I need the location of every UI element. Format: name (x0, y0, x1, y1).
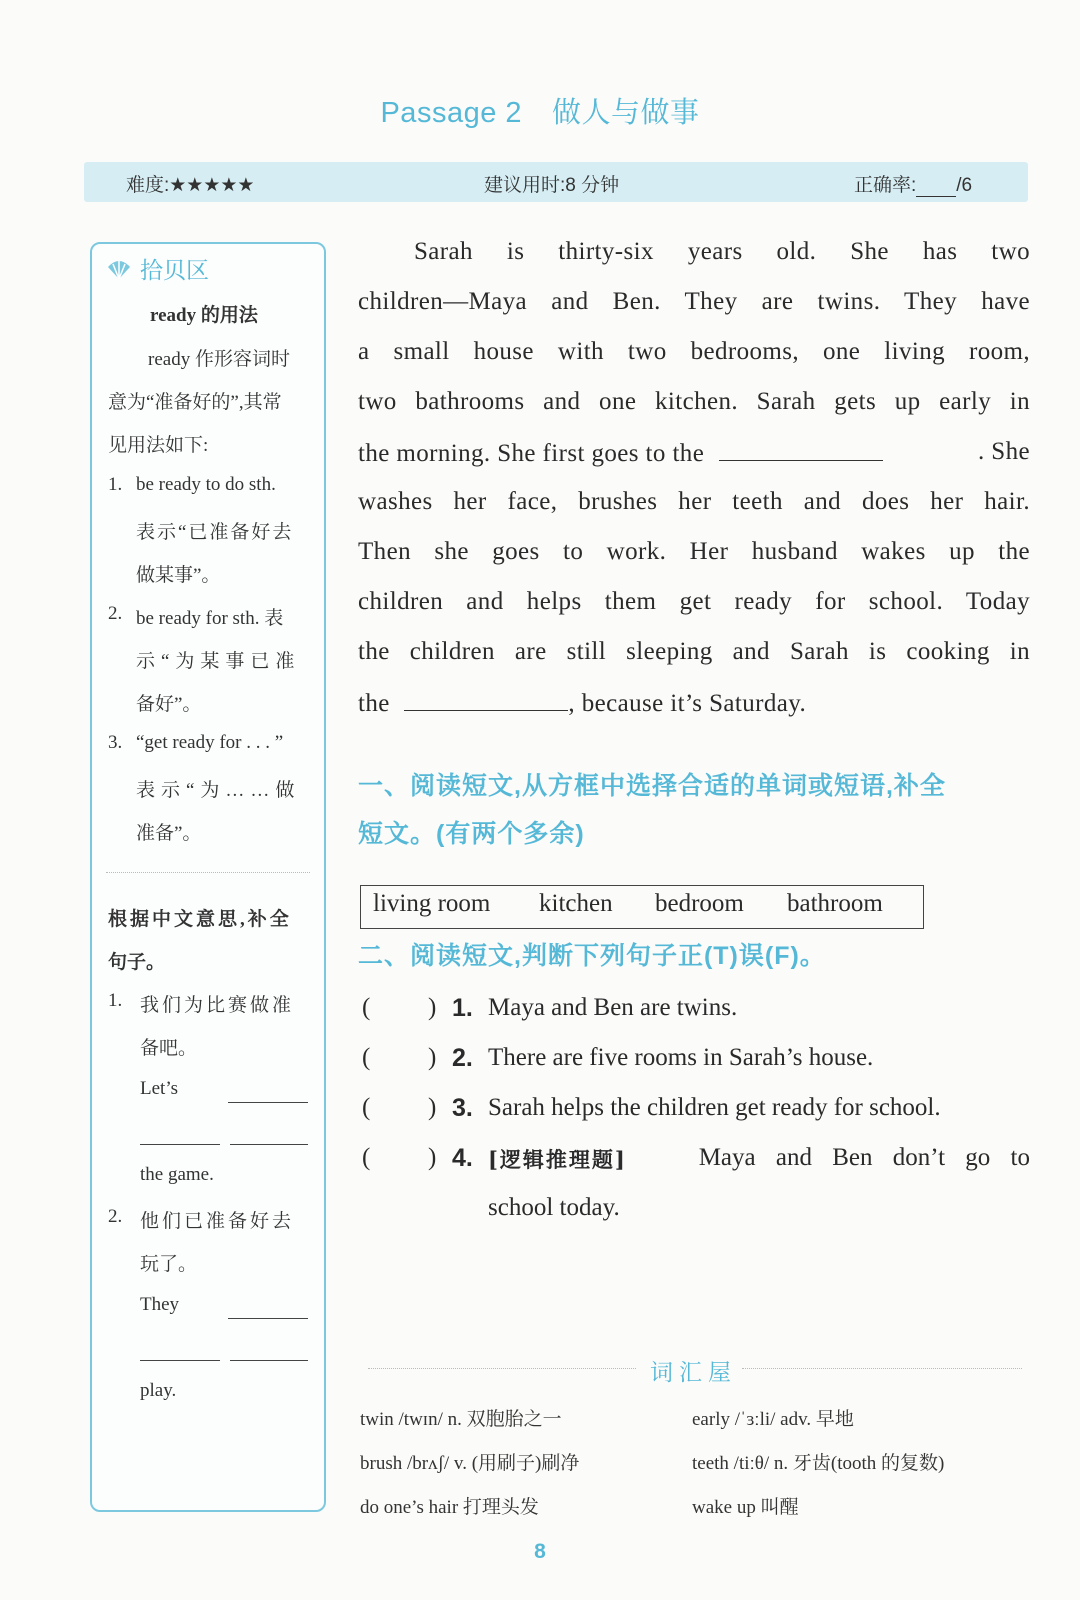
question-continuation: school today. (488, 1194, 620, 1221)
point-line: 表示“为……做 (136, 780, 301, 801)
point-number: 2. (108, 603, 123, 624)
passage-text: , because it’s Saturday. (568, 690, 807, 717)
exercise-chinese: 备吧。 (140, 1038, 198, 1059)
passage-line: Then she goes to work. Her husband wakes up the (358, 538, 1030, 565)
answer-bracket[interactable]: ) (428, 1044, 437, 1071)
exercise-start: Let’s (140, 1078, 178, 1099)
accuracy-label: 正确率: (854, 175, 917, 196)
point-line: be ready to do sth. (136, 474, 276, 495)
point-line: 做某事”。 (136, 565, 221, 586)
passage-line (358, 438, 1030, 468)
shell-icon (106, 259, 132, 281)
section2-instruction: 二、阅读短文,判断下列句子正(T)误(F)。 (358, 942, 826, 970)
exercise-chinese: 我们为比赛做准 (140, 995, 295, 1016)
passage-text: the (358, 690, 390, 717)
point-line: “get ready for . . . ” (136, 732, 284, 753)
info-bar (84, 162, 1028, 202)
passage-blank-2[interactable] (404, 688, 568, 711)
page-number: 8 (534, 1540, 546, 1563)
passage-line: children—Maya and Ben. They are twins. They have (358, 288, 1030, 315)
passage-text: the morning. She first goes to the (358, 440, 705, 467)
difficulty-rating: 难度:★★★★★ (126, 175, 255, 196)
question-text (488, 1144, 1030, 1174)
passage-line: Sarah is thirty-six years old. She has two (414, 238, 1030, 265)
answer-blank[interactable] (228, 1102, 308, 1103)
accuracy-blank[interactable] (916, 178, 956, 197)
answer-bracket[interactable]: ) (428, 994, 437, 1021)
word-box (360, 885, 924, 929)
answer-bracket[interactable]: ( (362, 1144, 371, 1171)
passage-title: 做人与做事 (552, 97, 700, 129)
exercise-chinese: 他们已准备好去 (140, 1211, 295, 1232)
vocab-item: brush /brʌʃ/ v. (用刷子)刷净 (360, 1453, 580, 1474)
passage-blank-1[interactable] (719, 438, 883, 461)
answer-bracket[interactable]: ( (362, 994, 371, 1021)
word-option: bedroom (655, 890, 744, 917)
section1-instruction: 短文。(有两个多余) (358, 820, 585, 848)
point-line: 备好”。 (136, 694, 202, 715)
passage-line: a small house with two bedrooms, one living room, (358, 338, 1030, 365)
question-text: Sarah helps the children get ready for school. (488, 1094, 941, 1121)
sidebar-heading (106, 252, 209, 285)
sidebar-title: 拾贝区 (140, 257, 209, 283)
point-line: 示“为某事已准 (136, 651, 301, 672)
vocab-item: wake up 叫醒 (692, 1497, 799, 1518)
sidebar-tips-panel (90, 242, 326, 1512)
point-number: 3. (108, 732, 123, 753)
exercise-start: They (140, 1294, 180, 1315)
passage-line: children and helps them get ready for school. Today (358, 588, 1030, 615)
logic-question-tag: [逻辑推理题] (488, 1147, 627, 1172)
passage-label: Passage 2 (380, 97, 523, 129)
exercise-chinese: 玩了。 (140, 1254, 198, 1275)
word-option: kitchen (539, 890, 613, 917)
point-line: be ready for sth. 表 (136, 608, 284, 629)
intro-line: 见用法如下: (108, 435, 209, 456)
answer-bracket[interactable]: ) (428, 1094, 437, 1121)
question-number: 2. (452, 1044, 473, 1072)
answer-blank[interactable] (140, 1144, 220, 1145)
point-line: 表示“已准备好去 (136, 522, 294, 543)
point-number: 1. (108, 474, 123, 495)
accuracy-total: /6 (956, 175, 973, 196)
answer-blank[interactable] (230, 1360, 308, 1361)
exercise-number: 1. (108, 990, 123, 1011)
intro-line: ready 作形容词时 (148, 349, 290, 370)
question-text: Maya and Ben are twins. (488, 994, 738, 1021)
answer-blank[interactable] (140, 1360, 220, 1361)
section1-instruction: 一、阅读短文,从方框中选择合适的单词或短语,补全 (358, 772, 946, 800)
passage-line: washes her face, brushes her teeth and does her hair. (358, 488, 1030, 515)
answer-blank[interactable] (228, 1318, 308, 1319)
exercise-end: play. (140, 1380, 177, 1401)
passage-line: two bathrooms and one kitchen. Sarah gets up early in (358, 388, 1030, 415)
answer-bracket[interactable]: ( (362, 1094, 371, 1121)
word-option: bathroom (787, 890, 883, 917)
vocab-title: 词汇屋 (650, 1359, 737, 1385)
usage-title: ready 的用法 (150, 305, 258, 326)
exercise-title: 根据中文意思,补全 (108, 909, 292, 930)
question-text-part: Maya and Ben don’t go to (698, 1144, 1030, 1171)
word-option: living room (373, 890, 491, 917)
exercise-end: the game. (140, 1164, 214, 1185)
exercise-title: 句子。 (108, 952, 166, 973)
question-number: 4. (452, 1144, 473, 1172)
exercise-number: 2. (108, 1206, 123, 1227)
divider (106, 872, 310, 873)
question-number: 3. (452, 1094, 473, 1122)
suggested-time: 建议用时:8 分钟 (484, 175, 620, 196)
intro-line: 意为“准备好的”,其常 (108, 392, 282, 413)
vocab-item: teeth /tiːθ/ n. 牙齿(tooth 的复数) (692, 1453, 945, 1474)
accuracy (854, 170, 972, 197)
page-title (0, 90, 1080, 131)
vocab-item: early /ˈɜːli/ adv. 早地 (692, 1409, 854, 1430)
divider (368, 1368, 636, 1369)
answer-blank[interactable] (230, 1144, 308, 1145)
passage-text: . She (978, 438, 1030, 465)
question-text: There are five rooms in Sarah’s house. (488, 1044, 874, 1071)
vocab-item: do one’s hair 打理头发 (360, 1497, 539, 1518)
question-number: 1. (452, 994, 473, 1022)
passage-line (358, 688, 1030, 718)
answer-bracket[interactable]: ( (362, 1044, 371, 1071)
passage-line: the children are still sleeping and Sarah is cooking in (358, 638, 1030, 665)
point-line: 准备”。 (136, 823, 202, 844)
vocab-item: twin /twɪn/ n. 双胞胎之一 (360, 1409, 562, 1430)
divider (742, 1368, 1022, 1369)
answer-bracket[interactable]: ) (428, 1144, 437, 1171)
